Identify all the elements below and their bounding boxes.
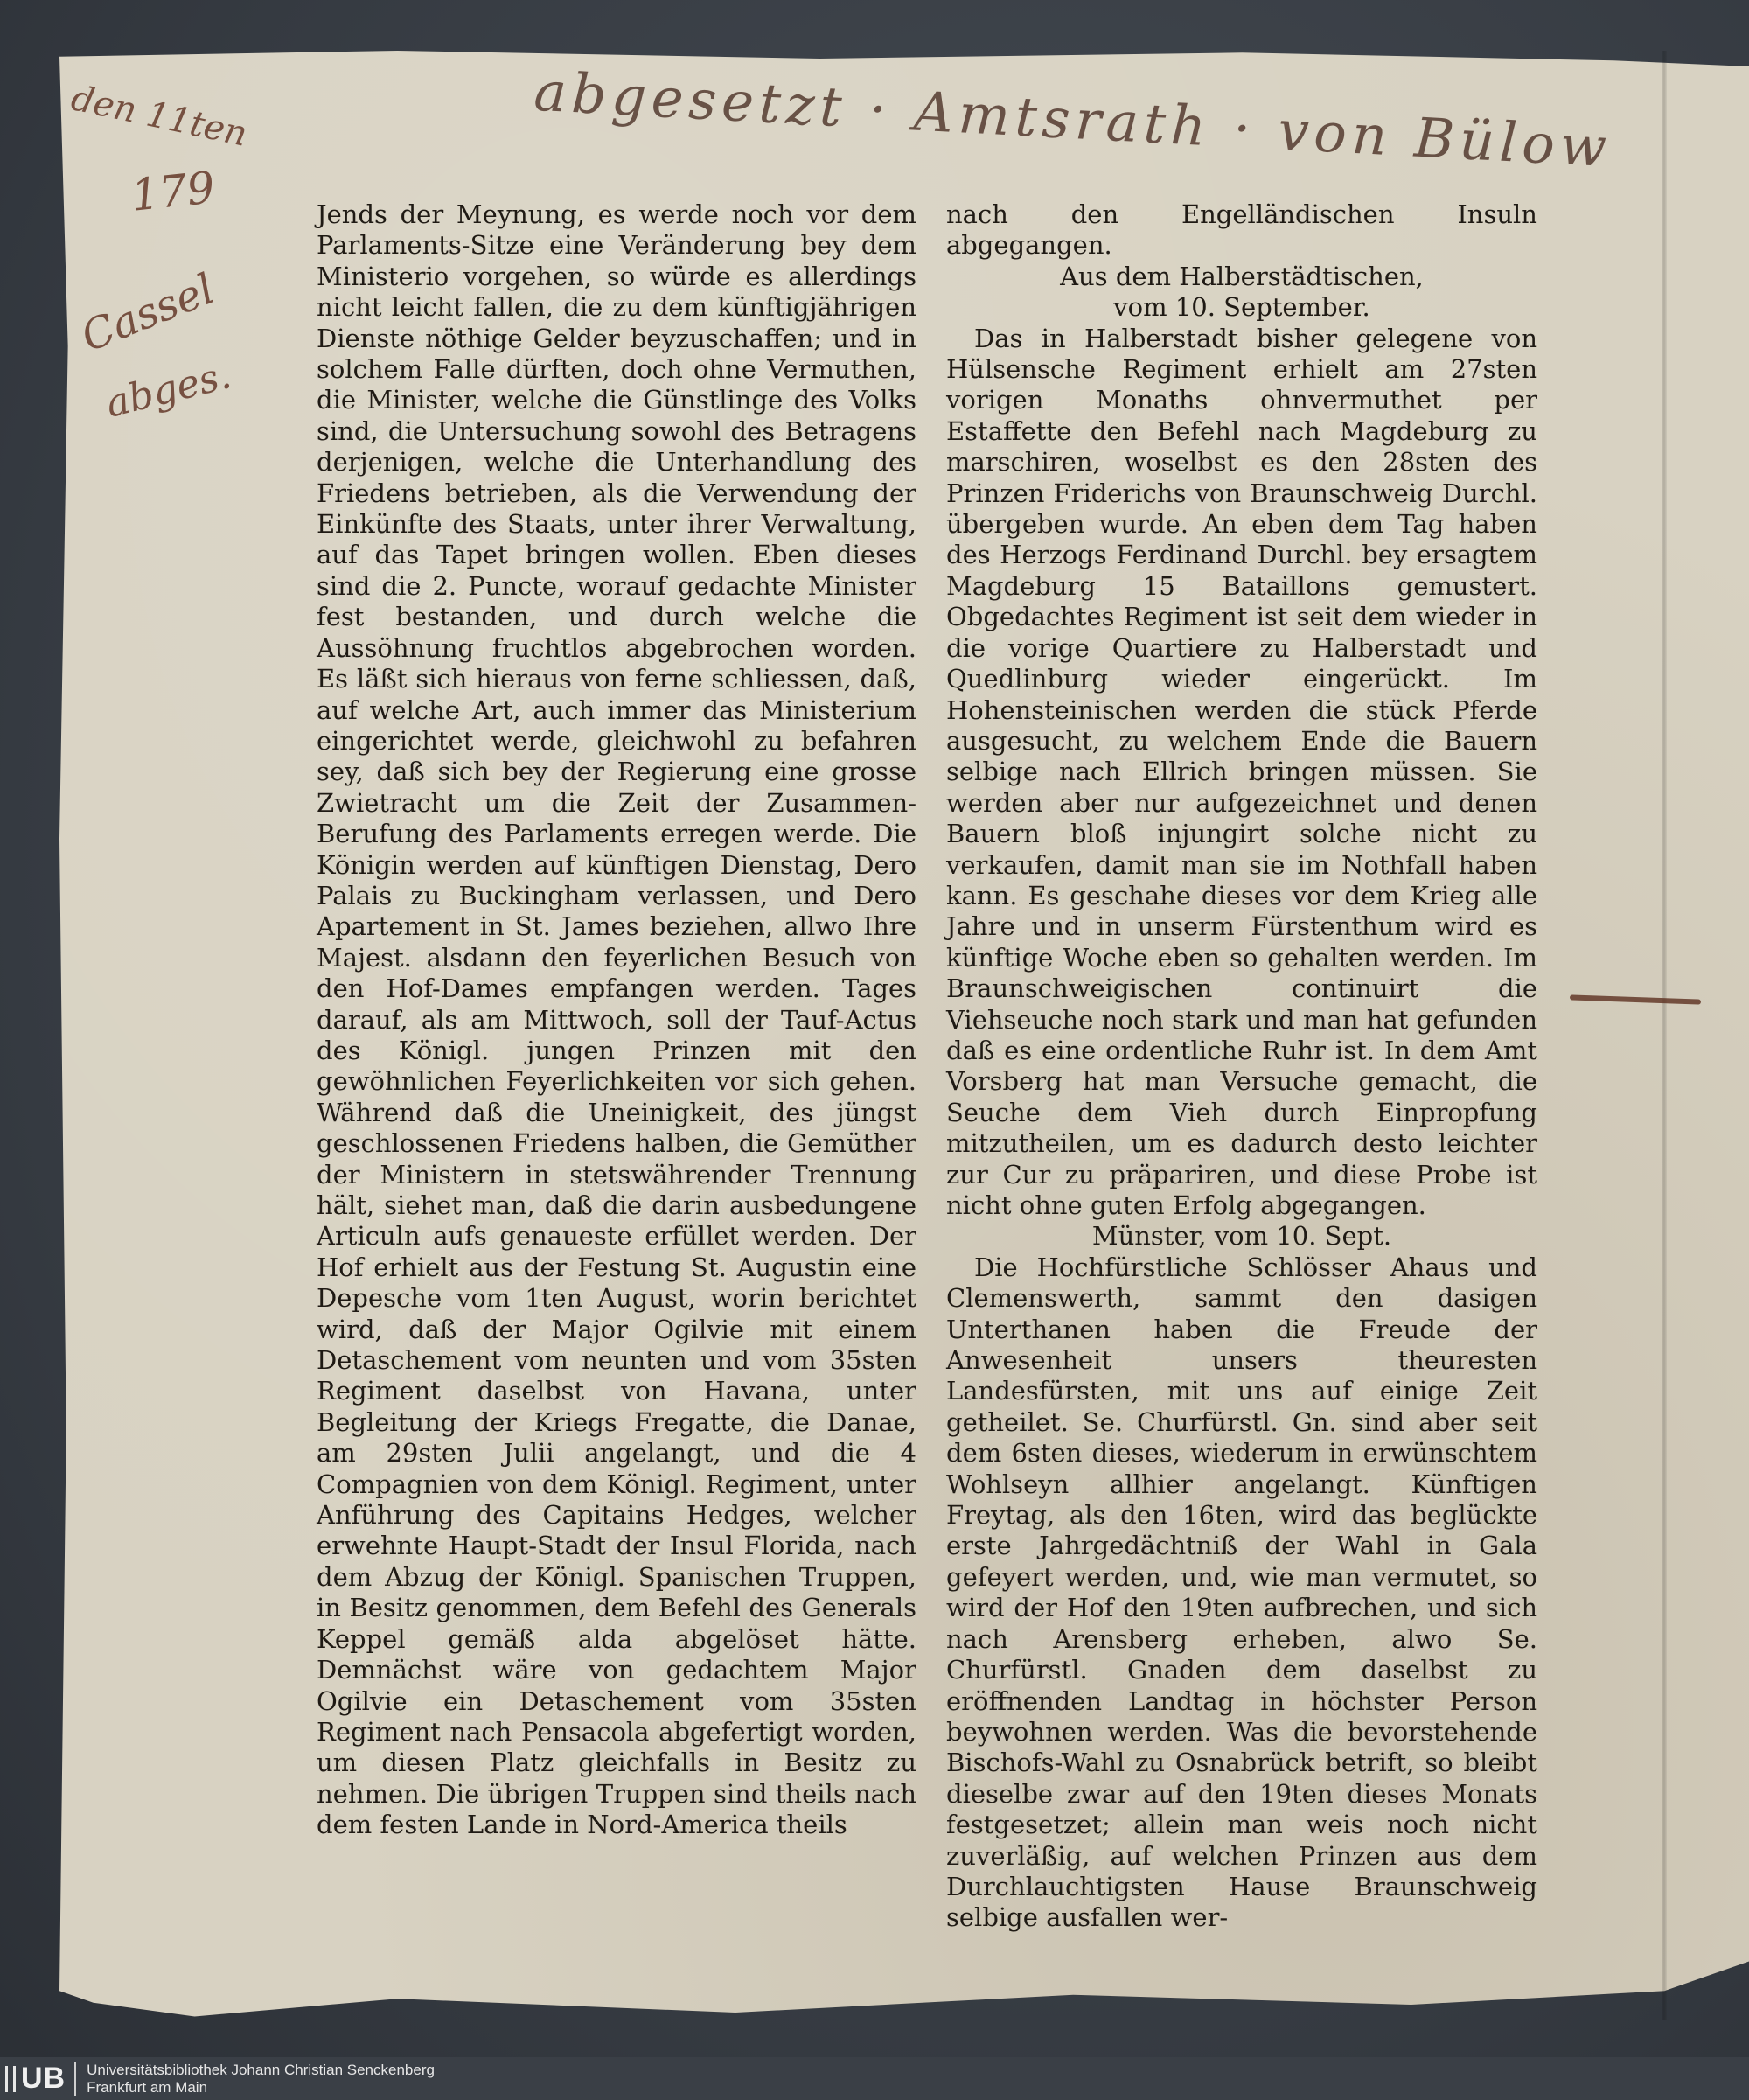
library-footer <box>0 2057 1749 2100</box>
article-paragraph: Jends der Meynung, es werde noch vor dem Parlaments-Sitze eine Veränderung bey dem Ministerio vorgehen, so würde es allerdings nicht leicht fallen, die zu dem künftigjährigen Dienste nöthige Gelder beyzuschaffen; und in solchem Falle dürften, doch ohne Vermuthen, die Minister, welche die Günstlinge des Volks sind, die Untersuchung sowohl des Betragens derjenigen, welche die Unterhandlung des Friedens betrieben, als die Verwendung der Einkünfte des Staats, unter ihrer Verwaltung, auf das Tapet bringen wollen. Eben dieses sind die 2. Puncte, worauf gedachte Minister fest bestanden, und durch welche die Aussöhnung fruchtlos abgebrochen worden. Es läßt sich hieraus von ferne schliessen, daß, auf welche Art, auch immer das Ministerium eingerichtet werde, gleichwohl zu befahren sey, daß sich bey der Regierung eine grosse Zwietracht um die Zeit der Zusammen-Berufung des Parlaments erregen werde. Die Königin werden auf künftigen Dienstag, Dero Palais zu Buckingham verlassen, und Dero Apartement in St. James beziehen, allwo Ihre Majest. alsdann den feyerlichen Besuch von den Hof-Dames empfangen werden. Tages darauf, als am Mittwoch, soll der Tauf-Actus des Königl. jungen Prinzen mit den gewöhnlichen Feyerlichkeiten vor sich gehen. Während daß die Uneinigkeit, des jüngst geschlossenen Friedens halben, die Gemüther der Ministern in stetswährender Trennung hält, siehet man, daß die darin ausbedungene Articuln aufs genaueste erfüllet werden. Der Hof erhielt aus der Festung St. Augustin eine Depesche vom 1ten August, worin berichtet wird, daß der Major Ogilvie mit einem Detaschement vom neunten und vom 35sten Regiment daselbst von Havana, unter Begleitung der Kriegs Fregatte, die Danae, am 29sten Julii angelangt, und die 4 Compagnien von dem Königl. Regiment, unter Anführung des Capitains Hedges, welcher erwehnte Haupt-Stadt der Insul Florida, nach dem Abzug der Königl. Spanischen Truppen, in Besitz genommen, dem Befehl des Generals Keppel gemäß alda abgelöset hätte. Demnächst wäre von gedachtem Major Ogilvie ein Detaschement vom 35sten Regiment nach Pensacola abgefertigt worden, um diesen Platz gleichfalls in Besitz zu nehmen. Die übrigen Truppen sind theils nach dem festen Lande in Nord-America theils <box>317 199 916 1840</box>
text-column-right <box>946 199 1537 1934</box>
article-continuation: nach den Engelländischen Insuln abgegangen. <box>946 199 1537 261</box>
section-dateline-halberstadt: vom 10. September. <box>1113 292 1370 323</box>
handwritten-margin-note-2: 179 <box>129 162 218 221</box>
handwritten-margin-note-1: den 11ten <box>67 78 251 155</box>
institution-line-2: Frankfurt am Main <box>87 2078 208 2096</box>
logo-text: UB <box>21 2062 76 2096</box>
article-paragraph-halberstadt: Das in Halberstadt bisher gelegene von Hülsensche Regiment erhielt am 27sten vorigen Monaths ohnvermuthet per Estaffette den Befehl nach Magdeburg zu marschiren, woselbst es den 28sten des Prinzen Friderichs von Braunschweig Durchl. übergeben wurde. An eben dem Tag haben des Herzogs Ferdinand Durchl. bey ersagtem Magdeburg 15 Bataillons gemustert. Obgedachtes Regiment ist seit dem wieder in die vorige Quartiere zu Halberstadt und Quedlinburg wieder eingerückt. Im Hohensteinischen werden die stück Pferde ausgesucht, zu welchem Ende die Bauern selbige nach Ellrich bringen müssen. Sie werden aber nur aufgezeichnet und denen Bauern bloß injungirt solche nicht zu verkaufen, damit man sie im Nothfall haben kann. Es geschahe dieses vor dem Krieg alle Jahre und in unserm Fürstenthum wird es künftige Woche eben so gehalten werden. Im Braunschweigischen continuirt die Viehseuche noch stark und man hat gefunden daß es eine ordentliche Ruhr ist. In dem Amt Vorsberg hat man Versuche gemacht, die Seuche dem Vieh durch Einpropfung mitzutheilen, um es dadurch desto leichter zur Cur zu präpariren, und diese Probe ist nicht ohne guten Erfolg abgegangen. <box>946 323 1537 1220</box>
handwritten-margin-note-4: abges. <box>101 352 236 427</box>
logo-emblem-icon <box>5 2066 16 2092</box>
library-logo[interactable] <box>5 2061 76 2097</box>
institution-name <box>87 2062 435 2097</box>
handwritten-margin-note-3: Cassel <box>74 264 222 362</box>
institution-line-1: Universitätsbibliothek Johann Christian Senckenberg <box>87 2061 435 2078</box>
section-heading-halberstadt: Aus dem Halberstädtischen, <box>1060 261 1424 291</box>
text-column-left <box>317 199 916 1841</box>
article-paragraph-muenster: Die Hochfürstliche Schlösser Ahaus und Clemenswerth, sammt den dasigen Unterthanen haben die Freude der Anwesenheit unsers theuresten Landesfürsten, mit uns auf einige Zeit getheilet. Se. Churfürstl. Gn. sind aber seit dem 6sten dieses, wiederum in erwünschtem Wohlseyn allhier angelangt. Künftigen Freytag, als den 16ten, wird das beglückte erste Jahrgedächtniß der Wahl in Gala gefeyert werden, und, wie man vermutet, so wird der Hof den 19ten aufbrechen, und sich nach Arensberg erheben, alwo Se. Churfürstl. Gnaden dem daselbst zu eröffnenden Landtag in höchster Person beywohnen werden. Was die bevorstehende Bischofs-Wahl zu Osnabrück betrift, so bleibt dieselbe zwar auf den 19ten dieses Monats festgesetzet; allein man weis noch nicht zuverläßig, auf welchen Prinzen aus dem Durchlauchtigsten Hause Braunschweig selbige ausfallen wer- <box>946 1252 1537 1933</box>
paper-fold <box>1662 51 1667 2020</box>
section-heading-muenster: Münster, vom 10. Sept. <box>1091 1221 1392 1252</box>
handwritten-header-note: abgesetzt · Amtsrath · von Bülow <box>532 59 1613 180</box>
